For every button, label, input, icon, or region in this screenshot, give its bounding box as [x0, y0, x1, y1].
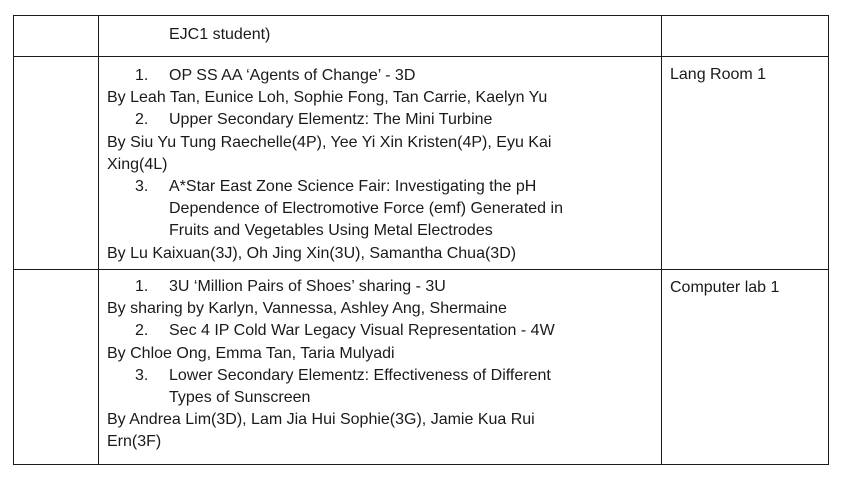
- item-title: OP SS AA ‘Agents of Change’ - 3D: [169, 67, 416, 84]
- presenters-text: By Chloe Ong, Emma Tan, Taria Mulyadi: [107, 344, 395, 362]
- presenters-text: By Siu Yu Tung Raechelle(4P), Yee Yi Xin Kristen(4P), Eyu Kai: [107, 133, 552, 151]
- list-item: [107, 365, 653, 409]
- presenters-text: Ern(3F): [107, 433, 162, 451]
- list-item: [107, 276, 653, 298]
- presentations-cell: [99, 16, 662, 57]
- item-number: 3.: [135, 178, 149, 196]
- item-title: Fruits and Vegetables Using Metal Electrodes: [169, 222, 493, 240]
- blank-cell: [14, 16, 99, 57]
- room-cell: [662, 57, 829, 270]
- presenters-text: By Leah Tan, Eunice Loh, Sophie Fong, Tan Carrie, Kaelyn Yu: [107, 89, 548, 107]
- item-number: 1.: [135, 278, 149, 295]
- room-cell: [662, 16, 829, 57]
- presentations-cell: [99, 57, 662, 270]
- item-title: A*Star East Zone Science Fair: Investigating the pH: [169, 178, 537, 196]
- room-cell: [662, 270, 829, 465]
- item-number: 2.: [135, 111, 149, 129]
- item-title: Upper Secondary Elementz: The Mini Turbine: [169, 111, 493, 129]
- item-number: 3.: [135, 366, 149, 384]
- list-item: [107, 320, 653, 342]
- blank-cell: [14, 57, 99, 270]
- room-label: Lang Room 1: [670, 66, 767, 83]
- presenters-text: By Lu Kaixuan(3J), Oh Jing Xin(3U), Samantha Chua(3D): [107, 244, 517, 262]
- item-number: 2.: [135, 322, 149, 340]
- list-item: [107, 65, 653, 87]
- table-row: [14, 16, 829, 57]
- item-number: 1.: [135, 67, 149, 84]
- schedule-table: [13, 15, 829, 465]
- presenters-text: Xing(4L): [107, 155, 168, 173]
- table-row: [14, 270, 829, 465]
- room-label: [662, 16, 828, 27]
- room-label: Computer lab 1: [670, 279, 780, 296]
- item-title: 3U ‘Million Pairs of Shoes’ sharing - 3U: [169, 278, 446, 295]
- item-title: Lower Secondary Elementz: Effectiveness of Different: [169, 366, 551, 384]
- item-title: Dependence of Electromotive Force (emf) Generated in: [169, 200, 563, 218]
- list-item: [107, 176, 653, 243]
- continuation-text: EJC1 student): [169, 26, 271, 43]
- item-title: Types of Sunscreen: [169, 389, 311, 407]
- presenters-text: By sharing by Karlyn, Vannessa, Ashley Ang, Shermaine: [107, 300, 507, 318]
- item-title: Sec 4 IP Cold War Legacy Visual Representation - 4W: [169, 322, 555, 340]
- presentations-cell: [99, 270, 662, 465]
- presenters-text: By Andrea Lim(3D), Lam Jia Hui Sophie(3G), Jamie Kua Rui: [107, 411, 535, 429]
- table-row: [14, 57, 829, 270]
- blank-cell: [14, 270, 99, 465]
- list-item: [107, 109, 653, 131]
